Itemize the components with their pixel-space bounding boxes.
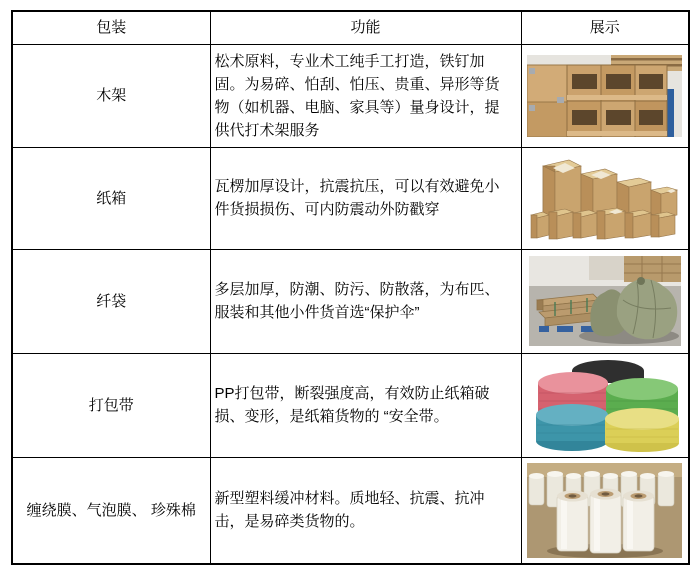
photo-cell xyxy=(521,353,689,457)
row-wrapping-films xyxy=(12,457,689,564)
row-carton-box xyxy=(12,147,689,249)
packaging-cell: 打包带 xyxy=(12,353,210,457)
column-header-packaging: 包装 xyxy=(12,11,210,44)
row-wooden-frame xyxy=(12,44,689,147)
fiber-bags-photo xyxy=(529,256,681,346)
packaging-cell: 纤袋 xyxy=(12,249,210,353)
function-cell: PP打包带，断裂强度高，有效防止纸箱破 损、变形，是纸箱货物的 “安全带。 xyxy=(210,353,521,457)
function-cell: 瓦楞加厚设计，抗震抗压，可以有效避免小 件货损损伤、可内防震动外防戳穿 xyxy=(210,147,521,249)
packaging-cell: 木架 xyxy=(12,44,210,147)
packaging-cell: 缠绕膜、气泡膜、 珍殊棉 xyxy=(12,457,210,564)
row-strapping-band xyxy=(12,353,689,457)
function-cell: 新型塑料缓冲材料。质地轻、抗震、抗冲 击，是易碎类货物的。 xyxy=(210,457,521,564)
function-cell: 多层加厚，防潮、防污、防散落，为布匹、 服装和其他小件货首选“保护伞” xyxy=(210,249,521,353)
column-header-function: 功能 xyxy=(210,11,521,44)
row-fiber-bag xyxy=(12,249,689,353)
packaging-table-wrap xyxy=(11,10,690,565)
packaging-cell: 纸箱 xyxy=(12,147,210,249)
strapping-rolls-photo xyxy=(530,359,680,452)
function-cell: 松术原料，专业术工纯手工打造，铁钉加 固。为易碎、怕刮、怕压、贵重、异形等货 物（如机器、电脑、家具等）量身设计，提 供代打术架服务 xyxy=(210,44,521,147)
photo-cell xyxy=(521,44,689,147)
packaging-table xyxy=(11,10,690,565)
photo-cell xyxy=(521,457,689,564)
column-header-display: 展示 xyxy=(521,11,689,44)
photo-cell xyxy=(521,249,689,353)
header-row xyxy=(12,11,689,44)
cardboard-boxes-photo xyxy=(525,152,685,245)
stretch-film-rolls-photo xyxy=(527,463,682,558)
wooden-crates-photo xyxy=(527,55,682,137)
photo-cell xyxy=(521,147,689,249)
